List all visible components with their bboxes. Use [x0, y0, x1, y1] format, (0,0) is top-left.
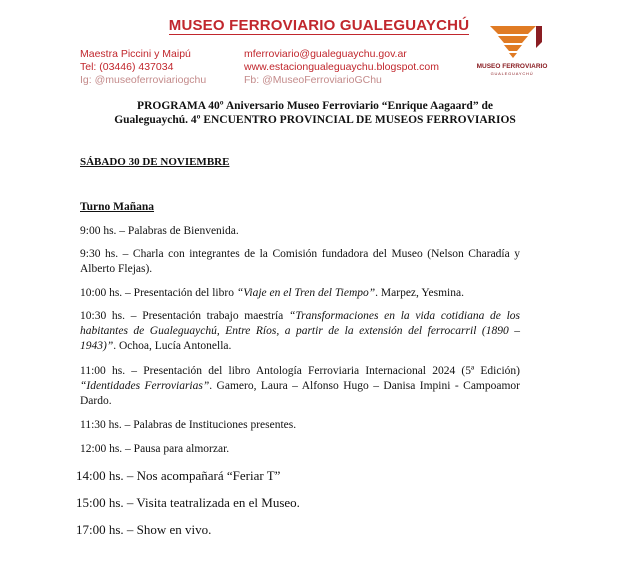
- schedule-time: 14:00 hs.: [76, 468, 124, 483]
- schedule-text: . Marpez, Yesmina.: [375, 287, 464, 299]
- book-title: “Viaje en el Tren del Tiempo”: [236, 287, 376, 299]
- book-title: “Identidades Ferroviarias”: [80, 380, 210, 392]
- schedule-time: 10:30 hs.: [80, 310, 126, 322]
- shift-heading: Turno Mañana: [80, 201, 155, 213]
- schedule-item: [76, 522, 516, 537]
- schedule-time: 17:00 hs.: [76, 522, 124, 537]
- schedule-item: [80, 309, 520, 354]
- schedule-time: 9:00 hs.: [80, 225, 117, 237]
- program-heading-line1: PROGRAMA 40º Aniversario Museo Ferroviario “Enrique Aagaard” de: [137, 100, 493, 112]
- schedule-text: – Visita teatralizada en el Museo.: [123, 495, 300, 510]
- schedule-item: [80, 247, 520, 277]
- program-heading-line2: Gualeguaychú. 4º ENCUENTRO PROVINCIAL DE MUSEOS FERROVIARIOS: [114, 114, 516, 126]
- phone-text: Tel: (03446) 437034: [80, 61, 174, 73]
- schedule-item: [80, 286, 520, 301]
- schedule-time: 11:00 hs.: [80, 365, 126, 377]
- schedule-time: 10:00 hs.: [80, 287, 123, 299]
- schedule-time: 9:30 hs.: [80, 248, 119, 260]
- schedule-item: [76, 495, 516, 510]
- schedule-item: [76, 468, 516, 483]
- schedule-time: 12:00 hs.: [80, 443, 123, 455]
- schedule-item: [80, 442, 520, 457]
- schedule-text: . Gamero, Laura – Alfonso Hugo – Danisa Impini - Campoamor Dardo.: [80, 380, 520, 407]
- schedule-item: [80, 364, 520, 409]
- schedule-text: – Presentación del libro Antología Ferroviaria Internacional 2024 (5ª Edición): [125, 365, 520, 377]
- schedule-text: – Palabras de Bienvenida.: [116, 225, 239, 237]
- schedule-item: [80, 224, 520, 239]
- schedule-text: – Palabras de Instituciones presentes.: [121, 419, 297, 431]
- schedule-time: 11:30 hs.: [80, 419, 122, 431]
- museum-title: MUSEO FERROVIARIO GUALEGUAYCHÚ: [168, 17, 470, 34]
- thesis-title: “Transformaciones en la vida cotidiana de los habitantes de Gualeguaychú, Entre Ríos, a partir de la extensión del ferrocarril (1890 – 1943)”: [80, 310, 521, 352]
- schedule-text: – Show en vivo.: [123, 522, 212, 537]
- facebook-text: Fb: @MuseoFerroviarioGChu: [244, 74, 382, 86]
- website-text[interactable]: www.estaciongualeguaychu.blogspot.com: [244, 61, 439, 73]
- program-heading: [80, 99, 550, 127]
- schedule-text: – Nos acompañará “Feriar T”: [123, 468, 281, 483]
- schedule-text: – Presentación trabajo maestría: [125, 310, 289, 322]
- schedule-text: – Charla con integrantes de la Comisión fundadora del Museo (Nelson Charadía y Alberto Flejas).: [80, 248, 521, 275]
- day-heading: SÁBADO 30 DE NOVIEMBRE: [80, 156, 230, 168]
- schedule-time: 15:00 hs.: [76, 495, 124, 510]
- address-text: Maestra Piccini y Maipú: [80, 48, 191, 60]
- email-text[interactable]: mferroviario@gualeguaychu.gov.ar: [244, 48, 407, 60]
- instagram-text: Ig: @museoferroviariogchu: [80, 74, 207, 86]
- schedule-text: – Pausa para almorzar.: [122, 443, 230, 455]
- logo-name: MUSEO FERROVIARIO: [476, 63, 548, 70]
- logo-city: GUALEGUAYCHÚ: [490, 71, 534, 76]
- schedule-text: – Presentación del libro: [122, 287, 237, 299]
- schedule-text: . Ochoa, Lucía Antonella.: [113, 340, 232, 352]
- schedule-item: [80, 418, 520, 433]
